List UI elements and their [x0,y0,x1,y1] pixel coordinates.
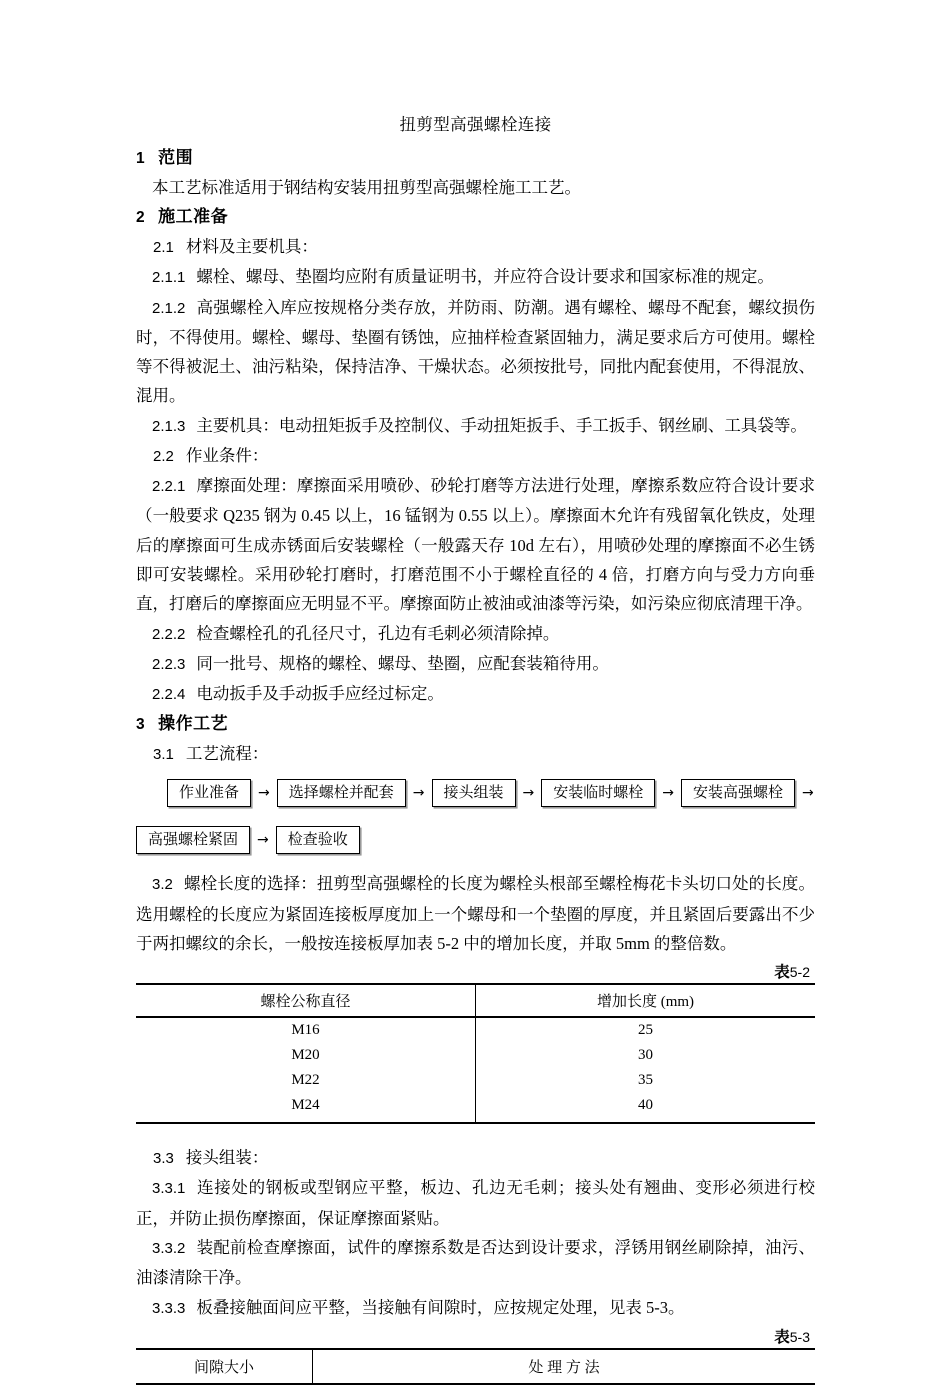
flow-step-install-hs-bolts: 安装高强螺栓 [681,779,795,807]
paragraph-text: 摩擦面处理：摩擦面采用喷砂、砂轮打磨等方法进行处理，摩擦系数应符合设计要求（一般要求 Q235 钢为 0.45 以上，16 锰钢为 0.55 以上）。摩擦面木允许有残留氧化铁皮，处理后的摩擦面可生成赤锈面后安装螺栓（一般露天存 10d 左右），用喷砂处理的摩擦面不必生锈即可安装螺栓。采用砂轮打磨时，打磨范围不小于螺栓直径的 4 倍，打磨方向与受力方向垂直，打磨后的摩擦面应无明显不平。摩擦面防止被油或油漆等污染，如污染应彻底清理干净。 [136,476,815,614]
paragraph-text: 高强螺栓入库应按规格分类存放，并防雨、防潮。遇有螺栓、螺母不配套，螺纹损伤时，不得使用。螺栓、螺母、垫圈有锈蚀，应抽样检查紧固轴力，满足要求后方可使用。螺栓等不得被泥土、油污粘染，保持洁净、干燥状态。必须按批号，同批内配套使用，不得混放、混用。 [136,297,815,406]
flow-step-inspection-acceptance: 检查验收 [276,826,360,854]
heading-number: 1 [136,150,146,167]
heading-3-1-process-flow [136,739,815,769]
paragraph-text: 电动扳手及手动扳手应经过标定。 [196,684,444,704]
table-cell-diameter: M16 [291,1022,320,1039]
paragraph-number: 2.1.3 [152,417,186,435]
table-caption-label: 表 [774,1328,790,1346]
table-cell-added-length: 40 [476,1093,816,1123]
paragraph-number: 2.1.1 [152,269,186,287]
paragraph-2-2-2 [136,619,815,649]
flowchart-row-2 [136,820,815,860]
table-header-cell: 螺栓公称直径 [136,984,476,1017]
arrow-right-icon: → [802,785,814,802]
paragraph-2-2-3 [136,649,815,679]
table-header-row [136,1349,815,1384]
heading-label: 施工准备 [158,207,229,227]
arrow-right-icon: → [662,785,674,802]
table-row [136,1043,815,1068]
paragraph-text: 主要机具：电动扭矩扳手及控制仪、手动扭矩扳手、手工扳手、钢丝刷、工具袋等。 [196,415,807,435]
paragraph-2-1-1 [136,262,815,292]
table-header-cell-treatment-method: 处 理 方 法 [313,1349,815,1384]
table-cell-diameter: M20 [291,1047,320,1064]
table-row [136,1017,815,1043]
page-title: 扭剪型高强螺栓连接 [399,115,552,134]
paragraph-number: 3.3.2 [152,1239,186,1257]
heading-number: 3 [136,716,146,734]
table-row [136,1068,815,1093]
paragraph-number: 3.3.1 [152,1180,186,1198]
arrow-right-icon: → [257,832,269,849]
table-header-row [136,984,815,1017]
arrow-right-icon: → [412,785,425,802]
paragraph-number: 2.1.2 [152,299,186,317]
heading-label: 接头组装： [185,1148,269,1168]
table-cell-diameter: M24 [136,1093,476,1123]
paragraph-3-3-2 [136,1233,815,1293]
table-header-cell: 增加长度 (mm) [476,984,816,1017]
paragraph-text: 检查螺栓孔的孔径尺寸，孔边有毛刺必须清除掉。 [196,623,560,643]
paragraph-text: 板叠接触面间应平整，当接触有间隙时，应按规定处理，见表 5-3。 [196,1297,685,1317]
paragraph-3-2 [136,869,815,958]
heading-3-3-joint-assembly [136,1143,815,1173]
table-caption-number: 5-2 [789,964,810,981]
flow-step-install-temp-bolts: 安装临时螺栓 [541,779,655,807]
paragraph-text: 螺栓、螺母、垫圈均应附有质量证明书，并应符合设计要求和国家标准的规定。 [196,267,774,287]
paragraph-text: 同一批号、规格的螺栓、螺母、垫圈，应配套装箱待用。 [196,653,609,673]
paragraph-3-3-1 [136,1173,815,1233]
table-caption-label: 表 [774,964,790,982]
process-flowchart [136,773,815,860]
table-5-3 [136,1348,815,1385]
table-row [136,1093,815,1123]
heading-number: 3.1 [153,746,174,764]
heading-number: 3.3 [153,1150,174,1168]
paragraph-3-3-3 [136,1293,815,1323]
paragraph-text: 螺栓长度的选择：扭剪型高强螺栓的长度为螺栓头根部至螺栓梅花卡头切口处的长度。选用螺栓的长度应为紧固连接板厚度加上一个螺母和一个垫圈的厚度，并且紧固后要露出不少于两扣螺纹的余长，一般按连接板厚加表 5-2 中的增加长度，并取 5mm 的整倍数。 [136,874,815,954]
paragraph-number: 2.2.2 [152,625,186,643]
heading-label: 材料及主要机具： [185,237,318,257]
paragraph-text: 连接处的钢板或型钢应平整，板边、孔边无毛刺；接头处有翘曲、变形必须进行校正，并防止损伤摩擦面，保证摩擦面紧贴。 [136,1178,815,1228]
paragraph-2-1-3 [136,411,815,441]
paragraph-number: 2.2.4 [152,686,186,704]
paragraph-2-2-4 [136,679,815,709]
heading-2-preparation [136,202,815,232]
paragraph-number: 3.2 [152,876,173,894]
heading-label: 操作工艺 [158,714,229,734]
paragraph-number: 3.3.3 [152,1299,186,1317]
table-cell-added-length: 25 [476,1017,816,1043]
heading-label: 作业条件： [185,446,269,466]
flow-step-joint-assembly: 接头组装 [432,779,516,807]
table-caption-number: 5-3 [789,1328,810,1345]
flow-step-work-preparation: 作业准备 [167,779,251,807]
flow-step-tighten-hs-bolts: 高强螺栓紧固 [136,826,250,854]
heading-label: 工艺流程： [185,744,269,764]
paragraph-2-1-2 [136,293,815,411]
arrow-right-icon: → [258,785,270,802]
heading-2-2-working-conditions [136,441,815,471]
heading-label: 范围 [158,148,194,167]
paragraph-text: 装配前检查摩擦面，试件的摩擦系数是否达到设计要求，浮锈用钢丝刷除掉，油污、油漆清除干净。 [136,1237,815,1288]
heading-number: 2 [136,209,146,227]
heading-number: 2.2 [153,448,174,466]
paragraph-number: 2.2.1 [152,478,186,496]
paragraph-scope-body: 本工艺标准适用于钢结构安装用扭剪型高强螺栓施工工艺。 [152,178,581,197]
table-cell-added-length: 30 [476,1043,816,1068]
table-cell-diameter: M22 [291,1072,320,1089]
table-header-cell-gap-size: 间隙大小 [136,1349,313,1384]
table-5-2-caption [136,960,815,982]
flowchart-row-1 [136,773,815,813]
paragraph-number: 2.2.3 [152,655,186,673]
heading-2-1-materials [136,232,815,262]
heading-3-operation-process [136,709,815,739]
table-5-2 [136,983,815,1124]
arrow-right-icon: → [522,785,535,802]
table-cell-added-length: 35 [476,1068,816,1093]
paragraph-2-2-1 [136,471,815,618]
heading-number: 2.1 [153,239,174,257]
flow-step-select-bolts: 选择螺栓并配套 [277,779,406,807]
heading-1-scope [136,143,815,173]
